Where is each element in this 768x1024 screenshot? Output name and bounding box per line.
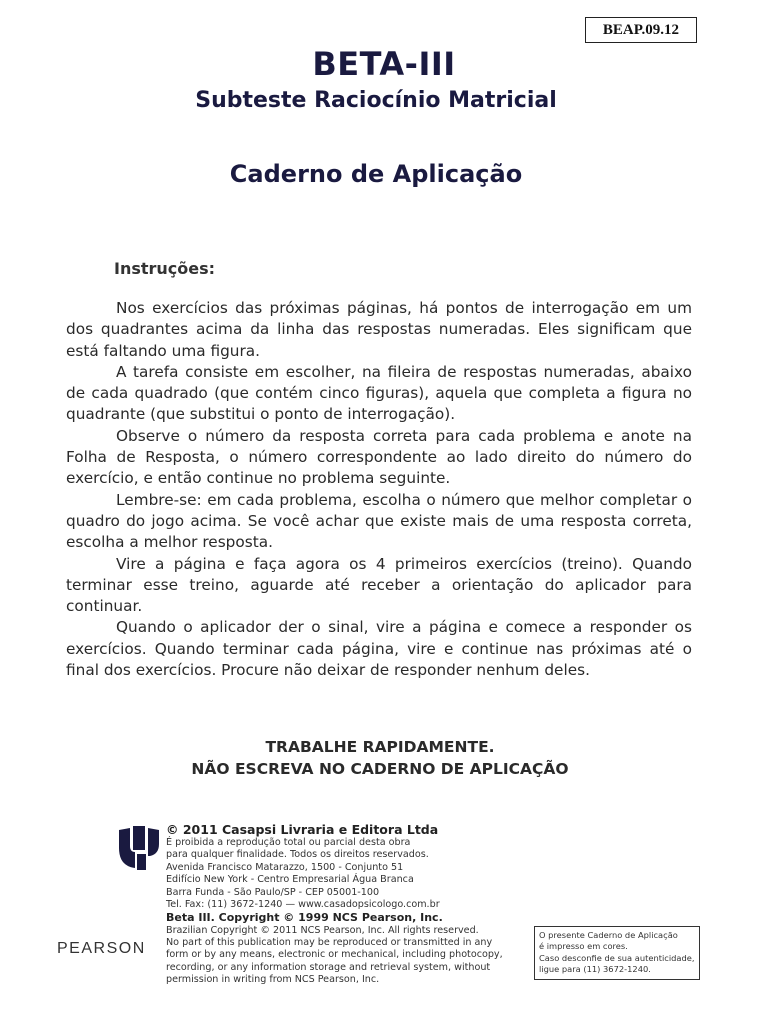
publisher-line: Avenida Francisco Matarazzo, 1500 - Conjunto 51 (166, 861, 404, 873)
warning-notice (0, 736, 760, 780)
instruction-paragraph: Quando o aplicador der o sinal, vire a página e comece a responder os exercícios. Quando terminar cada página, vire e continue nas próximas até o final dos exercícios. Procure não deixar de responder nenhum deles. (66, 618, 692, 680)
publisher-line: Barra Funda - São Paulo/SP - CEP 05001-100 (166, 886, 380, 898)
instruction-paragraph: Nos exercícios das próximas páginas, há pontos de interrogação em um dos quadrantes acima da linha das respostas numeradas. Eles significam que está faltando uma figura. (66, 299, 692, 360)
publisher-line: Tel. Fax: (11) 3672-1240 — www.casadopsicologo.com.br (166, 899, 440, 911)
beta-copyright-line: recording, or any information storage and retrieval system, without (166, 961, 491, 973)
publisher-line: para qualquer finalidade. Todos os direitos reservados. (166, 849, 429, 861)
booklet-title: Caderno de Aplicação (229, 160, 523, 188)
beta-copyright-line: form or by any means, electronic or mechanical, including photocopy, (166, 949, 503, 961)
document-subtitle: Subteste Raciocínio Matricial (195, 88, 557, 113)
beta-copyright-line: Brazilian Copyright © 2011 NCS Pearson, Inc. All rights reserved. (166, 925, 479, 936)
pearson-logo: PEARSON (57, 940, 146, 957)
instructions-heading: Instruções: (114, 259, 216, 278)
document-title: BETA-III (312, 45, 456, 83)
publisher-line: Edifício New York - Centro Empresarial Água Branca (166, 874, 414, 886)
notice-line: ligue para (11) 3672-1240. (539, 964, 651, 975)
warning-line: TRABALHE RAPIDAMENTE. (265, 738, 495, 756)
instructions-body (66, 298, 692, 681)
document-code-box: BEAP.09.12 (585, 17, 697, 43)
instruction-paragraph: Vire a página e faça agora os 4 primeiros exercícios (treino). Quando terminar esse treino, aguarde até receber a orientação do aplicador para continuar. (66, 554, 692, 616)
publisher-copyright: © 2011 Casapsi Livraria e Editora Ltda (166, 822, 439, 837)
casapsi-logo-icon (117, 824, 161, 872)
beta-copyright-lead: Beta III. Copyright © 1999 NCS Pearson, Inc. (166, 911, 443, 924)
beta-copyright-line: No part of this publication may be reproduced or transmitted in any (166, 937, 493, 949)
notice-line: Caso desconfie de sua autenticidade, (539, 952, 695, 963)
warning-line: NÃO ESCREVA NO CADERNO DE APLICAÇÃO (191, 760, 569, 778)
instruction-paragraph: A tarefa consiste em escolher, na fileira de respostas numeradas, abaixo de cada quadrado (que contém cinco figuras), aquela que completa a figura no quadrante (que substitui o ponto de interrogação). (66, 362, 692, 424)
notice-line: O presente Caderno de Aplicação (539, 930, 678, 940)
publisher-info (166, 822, 526, 911)
authenticity-notice-box (534, 926, 700, 980)
beta-copyright-info (166, 911, 526, 986)
instruction-paragraph: Observe o número da resposta correta para cada problema e anote na Folha de Resposta, o número correspondente ao lado direito do número do exercício, e então continue no problema seguinte. (66, 426, 692, 488)
beta-copyright-line: permission in writing from NCS Pearson, Inc. (166, 973, 380, 985)
notice-line: é impresso em cores. (539, 941, 628, 952)
instruction-paragraph: Lembre-se: em cada problema, escolha o número que melhor completar o quadro do jogo acima. Se você achar que existe mais de uma resposta correta, escolha a melhor resposta. (66, 490, 692, 552)
publisher-line: É proibida a reprodução total ou parcial desta obra (166, 837, 411, 848)
